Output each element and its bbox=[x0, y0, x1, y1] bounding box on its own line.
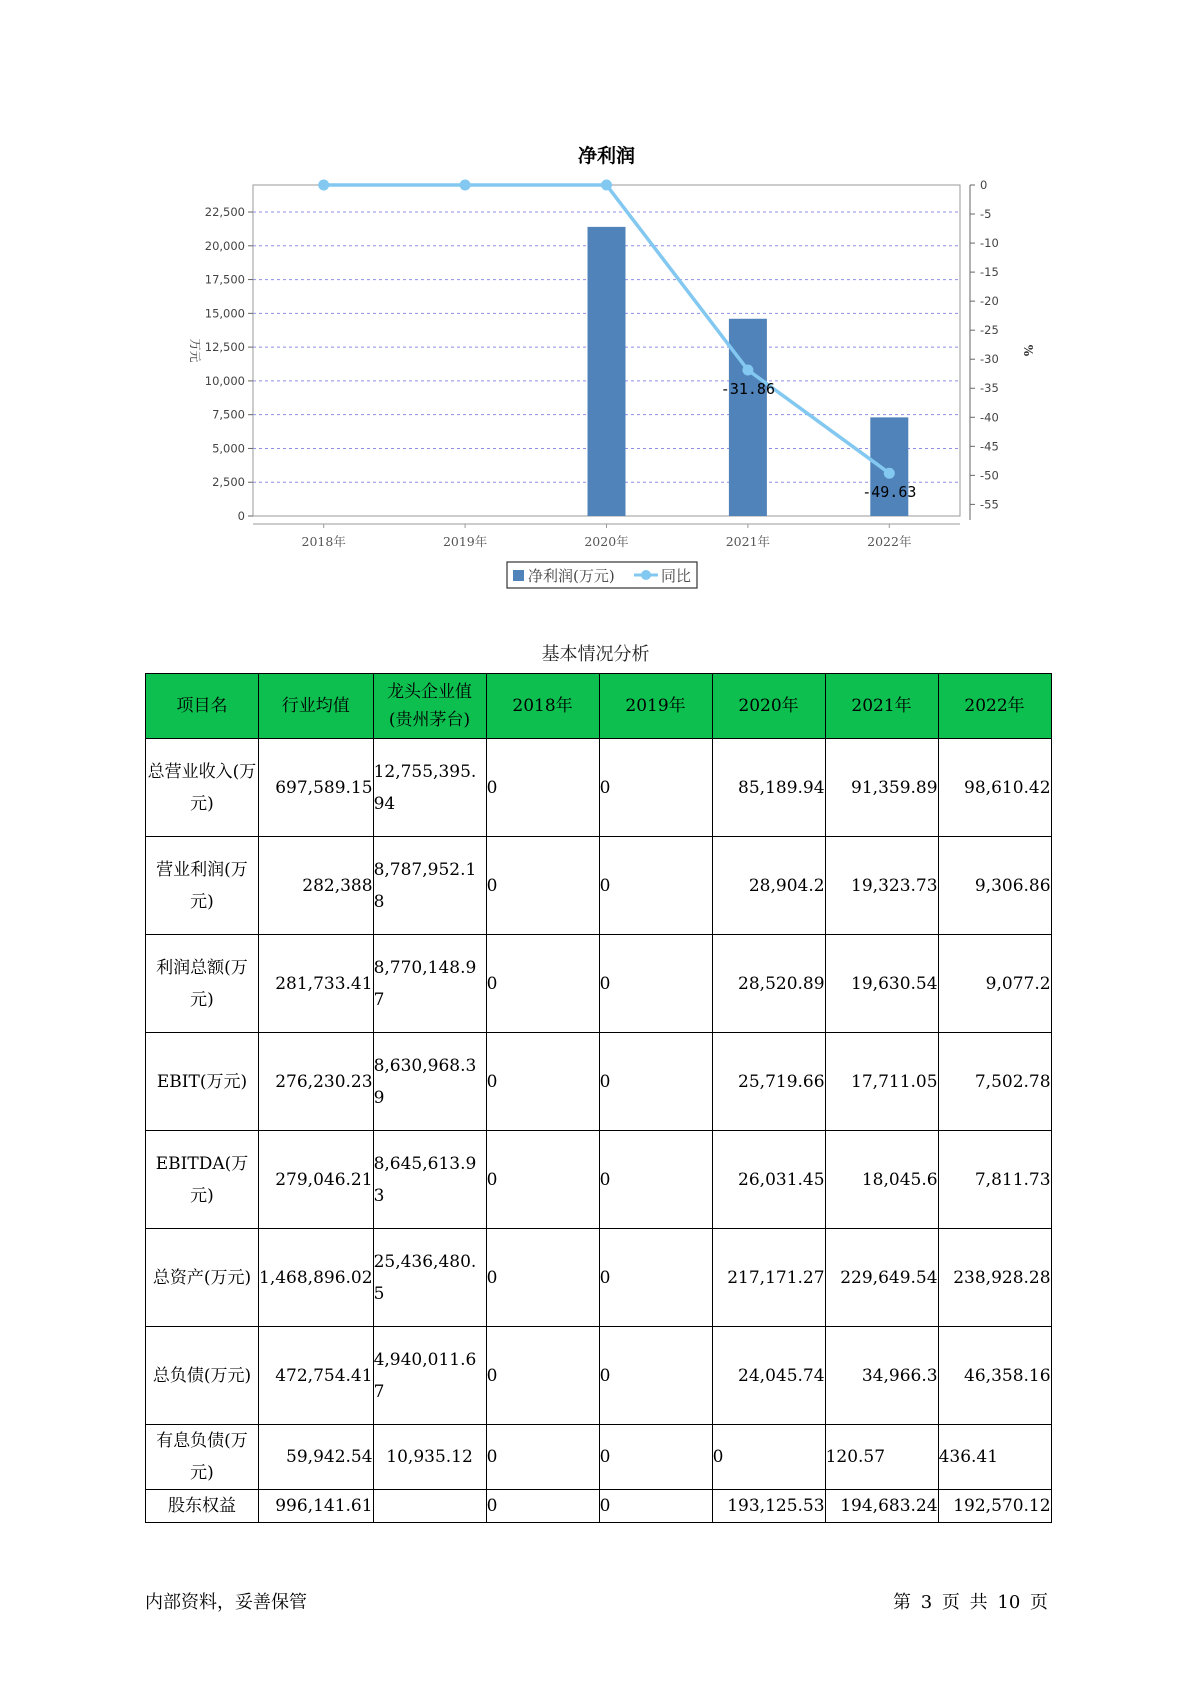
cell-leader: 4,940,011.67 bbox=[373, 1327, 486, 1425]
cell-y2021: 19,630.54 bbox=[825, 935, 938, 1033]
cell-y2020: 85,189.94 bbox=[712, 739, 825, 837]
cell-y2019: 0 bbox=[599, 1033, 712, 1131]
cell-y2021: 34,966.3 bbox=[825, 1327, 938, 1425]
cell-y2021: 120.57 bbox=[825, 1425, 938, 1490]
cell-avg: 276,230.23 bbox=[259, 1033, 374, 1131]
cell-y2021: 194,683.24 bbox=[825, 1490, 938, 1523]
y2-tick-label: -55 bbox=[980, 497, 999, 512]
header-leader-line1: 龙头企业值 bbox=[387, 682, 473, 702]
y-tick-label: 10,000 bbox=[204, 373, 245, 388]
cell-y2019: 0 bbox=[599, 1327, 712, 1425]
cell-avg: 697,589.15 bbox=[259, 739, 374, 837]
cell-y2019: 0 bbox=[599, 1229, 712, 1327]
cell-y2020: 193,125.53 bbox=[712, 1490, 825, 1523]
y2-tick-label: -35 bbox=[980, 381, 999, 396]
y2-tick-label: -10 bbox=[980, 236, 999, 251]
x-tick-label: 2020年 bbox=[584, 534, 629, 549]
cell-avg: 282,388 bbox=[259, 837, 374, 935]
cell-y2022: 98,610.42 bbox=[938, 739, 1051, 837]
header-leader-line2: (贵州茅台) bbox=[388, 710, 471, 730]
cell-avg: 279,046.21 bbox=[259, 1131, 374, 1229]
yoy-point-2018年 bbox=[318, 180, 329, 191]
y2-tick-label: -20 bbox=[980, 294, 999, 309]
cell-y2018: 0 bbox=[486, 1229, 599, 1327]
yoy-point-2022年 bbox=[884, 468, 895, 479]
table-title: 基本情况分析 bbox=[541, 644, 650, 665]
header-2019: 2019年 bbox=[599, 674, 712, 739]
cell-avg: 59,942.54 bbox=[259, 1425, 374, 1490]
cell-name: 总负债(万元) bbox=[146, 1327, 259, 1425]
cell-y2019: 0 bbox=[599, 739, 712, 837]
cell-y2018: 0 bbox=[486, 1327, 599, 1425]
cell-y2018: 0 bbox=[486, 1425, 599, 1490]
y2-tick-label: -40 bbox=[980, 410, 999, 425]
cell-y2019: 0 bbox=[599, 837, 712, 935]
cell-name: 总营业收入(万元) bbox=[146, 739, 259, 837]
cell-y2022: 9,306.86 bbox=[938, 837, 1051, 935]
header-item: 项目名 bbox=[146, 674, 259, 739]
cell-y2020: 24,045.74 bbox=[712, 1327, 825, 1425]
yoy-data-label: -31.86 bbox=[720, 380, 775, 399]
yoy-data-label: -49.63 bbox=[862, 483, 917, 502]
cell-y2019: 0 bbox=[599, 1425, 712, 1490]
cell-y2018: 0 bbox=[486, 1131, 599, 1229]
y-axis-label: 万元 bbox=[188, 338, 202, 363]
cell-y2021: 91,359.89 bbox=[825, 739, 938, 837]
table-row bbox=[146, 1033, 1165, 1131]
cell-y2020: 28,520.89 bbox=[712, 935, 825, 1033]
table-row bbox=[146, 837, 1165, 935]
cell-name: 利润总额(万元) bbox=[146, 935, 259, 1033]
cell-y2022: 7,811.73 bbox=[938, 1131, 1051, 1229]
yoy-point-2020年 bbox=[601, 180, 612, 191]
cell-y2022: 7,502.78 bbox=[938, 1033, 1051, 1131]
y-tick-label: 2,500 bbox=[212, 475, 245, 490]
yoy-point-2019年 bbox=[460, 180, 471, 191]
bar-2022年 bbox=[870, 417, 908, 516]
footer-confidential: 内部资料，妥善保管 bbox=[145, 1592, 307, 1613]
footer-page-number: 第 3 页 共 10 页 bbox=[893, 1592, 1048, 1613]
cell-y2022: 46,358.16 bbox=[938, 1327, 1051, 1425]
yoy-point-2021年 bbox=[742, 365, 753, 376]
y-tick-label: 7,500 bbox=[212, 407, 245, 422]
cell-y2018: 0 bbox=[486, 1490, 599, 1523]
cell-name: EBIT(万元) bbox=[146, 1033, 259, 1131]
cell-y2020: 0 bbox=[712, 1425, 825, 1490]
basic-analysis-table bbox=[145, 673, 1165, 1523]
legend-bar-swatch bbox=[513, 570, 524, 581]
header-2020: 2020年 bbox=[712, 674, 825, 739]
cell-name: EBITDA(万元) bbox=[146, 1131, 259, 1229]
cell-y2022: 238,928.28 bbox=[938, 1229, 1051, 1327]
cell-leader bbox=[373, 1490, 486, 1523]
cell-y2021: 19,323.73 bbox=[825, 837, 938, 935]
cell-avg: 996,141.61 bbox=[259, 1490, 374, 1523]
cell-y2022: 9,077.2 bbox=[938, 935, 1051, 1033]
y2-tick-label: -25 bbox=[980, 323, 999, 338]
cell-name: 有息负债(万元) bbox=[146, 1425, 259, 1490]
y-tick-label: 5,000 bbox=[212, 441, 245, 456]
legend-bar-label: 净利润(万元) bbox=[528, 567, 615, 585]
y-tick-label: 17,500 bbox=[204, 272, 245, 287]
table-row bbox=[146, 739, 1165, 837]
table-row bbox=[146, 1327, 1165, 1425]
cell-leader: 8,787,952.18 bbox=[373, 837, 486, 935]
header-2022: 2022年 bbox=[938, 674, 1051, 739]
cell-y2022: 192,570.12 bbox=[938, 1490, 1051, 1523]
y2-axis-label: % bbox=[1021, 344, 1035, 357]
cell-y2018: 0 bbox=[486, 1033, 599, 1131]
cell-y2019: 0 bbox=[599, 1490, 712, 1523]
y2-tick-label: -5 bbox=[980, 207, 992, 222]
cell-y2021: 18,045.6 bbox=[825, 1131, 938, 1229]
x-tick-label: 2018年 bbox=[301, 534, 346, 549]
header-2021: 2021年 bbox=[825, 674, 938, 739]
cell-y2019: 0 bbox=[599, 1131, 712, 1229]
cell-name: 总资产(万元) bbox=[146, 1229, 259, 1327]
cell-leader: 8,645,613.93 bbox=[373, 1131, 486, 1229]
bar-2021年 bbox=[729, 319, 767, 516]
cell-name: 股东权益 bbox=[146, 1490, 259, 1523]
cell-name: 营业利润(万元) bbox=[146, 837, 259, 935]
cell-y2019: 0 bbox=[599, 935, 712, 1033]
y-tick-label: 12,500 bbox=[204, 340, 245, 355]
x-tick-label: 2021年 bbox=[725, 534, 771, 549]
cell-y2021: 229,649.54 bbox=[825, 1229, 938, 1327]
y2-tick-label: -45 bbox=[980, 439, 999, 454]
table-row bbox=[146, 1131, 1165, 1229]
cell-leader: 8,630,968.39 bbox=[373, 1033, 486, 1131]
net-profit-chart bbox=[0, 0, 1191, 600]
y-tick-label: 20,000 bbox=[204, 238, 245, 253]
x-tick-label: 2022年 bbox=[867, 534, 912, 549]
cell-leader: 12,755,395.94 bbox=[373, 739, 486, 837]
cell-y2020: 25,719.66 bbox=[712, 1033, 825, 1131]
cell-leader: 10,935.12 bbox=[373, 1425, 486, 1490]
cell-avg: 281,733.41 bbox=[259, 935, 374, 1033]
cell-avg: 472,754.41 bbox=[259, 1327, 374, 1425]
table-row bbox=[146, 935, 1165, 1033]
table-row bbox=[146, 1229, 1165, 1327]
y-tick-label: 22,500 bbox=[204, 205, 245, 220]
cell-y2018: 0 bbox=[486, 935, 599, 1033]
header-2018: 2018年 bbox=[486, 674, 599, 739]
cell-y2021: 17,711.05 bbox=[825, 1033, 938, 1131]
cell-y2018: 0 bbox=[486, 837, 599, 935]
table-row bbox=[146, 1490, 1165, 1523]
header-leader bbox=[373, 674, 486, 739]
cell-avg: 1,468,896.02 bbox=[259, 1229, 374, 1327]
y2-tick-label: 0 bbox=[980, 178, 988, 192]
y2-tick-label: -50 bbox=[980, 468, 999, 483]
cell-leader: 8,770,148.97 bbox=[373, 935, 486, 1033]
bar-2020年 bbox=[588, 227, 626, 516]
y-tick-label: 15,000 bbox=[204, 306, 245, 321]
cell-y2018: 0 bbox=[486, 739, 599, 837]
cell-y2020: 217,171.27 bbox=[712, 1229, 825, 1327]
cell-y2020: 28,904.2 bbox=[712, 837, 825, 935]
table-row bbox=[146, 1425, 1165, 1490]
table-header-row bbox=[146, 674, 1165, 739]
cell-leader: 25,436,480.5 bbox=[373, 1229, 486, 1327]
legend-line-label: 同比 bbox=[661, 567, 692, 585]
header-industry-avg: 行业均值 bbox=[259, 674, 374, 739]
y2-tick-label: -15 bbox=[980, 265, 999, 280]
chart-title: 净利润 bbox=[577, 145, 636, 167]
legend-line-marker bbox=[641, 570, 651, 580]
y2-tick-label: -30 bbox=[980, 352, 999, 367]
cell-y2022: 436.41 bbox=[938, 1425, 1051, 1490]
x-tick-label: 2019年 bbox=[442, 534, 488, 549]
cell-y2020: 26,031.45 bbox=[712, 1131, 825, 1229]
y-tick-label: 0 bbox=[237, 509, 245, 523]
